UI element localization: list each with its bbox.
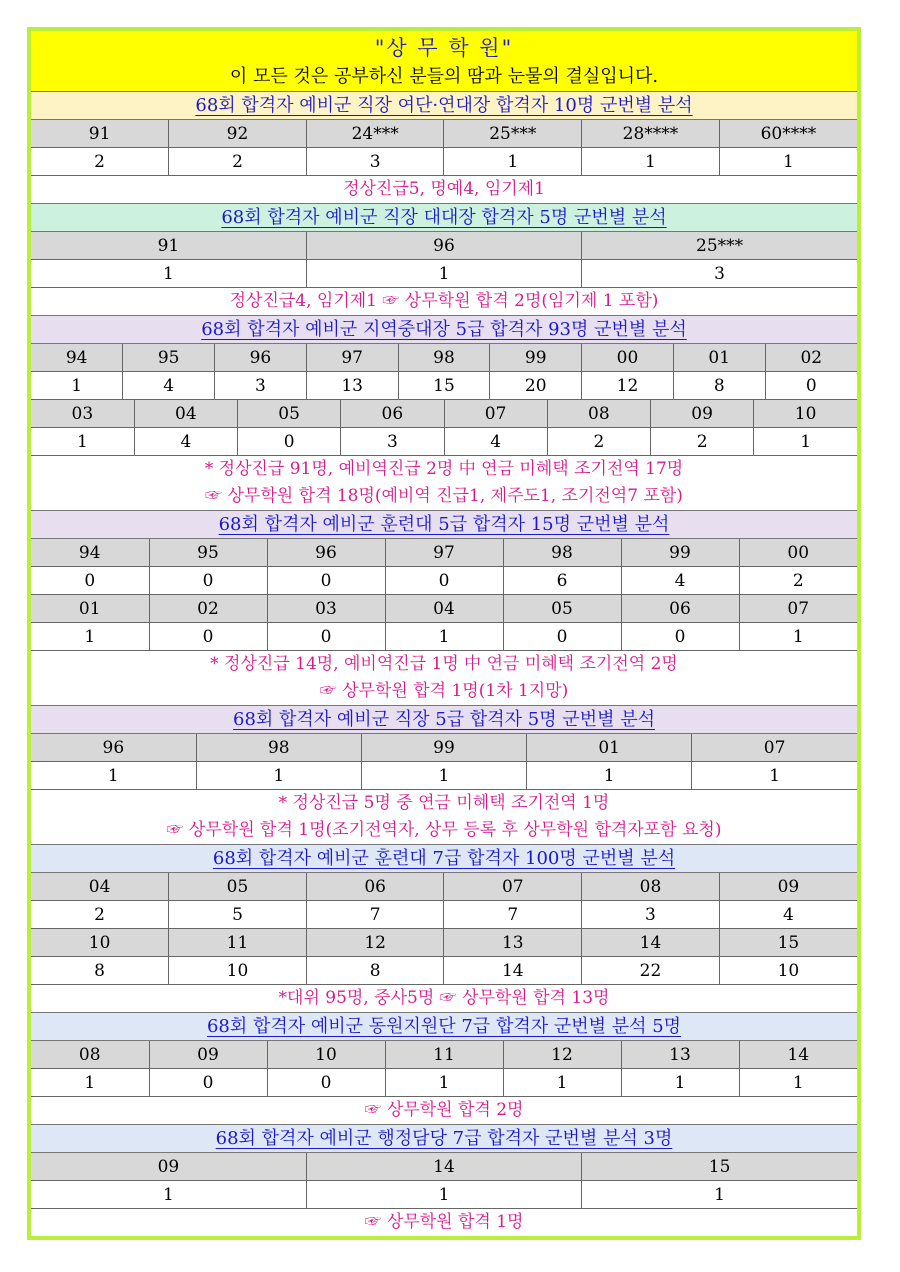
serial-header-cell: 09 [31, 1153, 306, 1181]
section-6 [31, 845, 857, 1013]
analysis-sheet [27, 27, 861, 1240]
count-cell: 12 [582, 372, 674, 400]
section-note: * 정상진급 91명, 예비역진급 2명 中 연금 미혜택 조기전역 17명 [204, 459, 684, 479]
count-cell: 3 [582, 260, 857, 288]
count-cell: 1 [31, 623, 149, 651]
count-cell: 2 [547, 428, 650, 456]
count-cell: 1 [361, 762, 526, 790]
serial-header-cell: 10 [267, 1041, 385, 1069]
serial-header-cell: 92 [169, 120, 307, 148]
count-row [31, 260, 857, 288]
count-cell: 1 [31, 428, 134, 456]
serial-header-cell: 04 [31, 873, 169, 901]
count-cell: 1 [31, 260, 306, 288]
serial-header-cell: 98 [398, 344, 490, 372]
serial-number-table [31, 1041, 857, 1097]
section-title [31, 1125, 857, 1153]
section-note: *대위 95명, 중사5명 ☞ 상무학원 합격 13명 [31, 985, 857, 1013]
count-row [31, 1069, 857, 1097]
serial-header-cell: 99 [361, 734, 526, 762]
section-1 [31, 92, 857, 204]
serial-header-cell: 25*** [444, 120, 582, 148]
serial-header-cell: 15 [582, 1153, 857, 1181]
serial-header-cell: 95 [123, 344, 215, 372]
count-cell: 4 [123, 372, 215, 400]
count-cell: 0 [149, 1069, 267, 1097]
serial-header-cell: 08 [582, 873, 720, 901]
serial-number-table [31, 873, 857, 929]
section-title-text: 68회 합격자 예비군 행정담당 7급 합격자 군번별 분석 3명 [215, 1128, 673, 1149]
serial-header-cell: 07 [739, 595, 857, 623]
serial-number-table [31, 1153, 857, 1209]
serial-header-cell: 96 [215, 344, 307, 372]
count-cell: 1 [692, 762, 857, 790]
count-cell: 1 [621, 1069, 739, 1097]
count-cell: 22 [582, 957, 720, 985]
serial-header-row [31, 344, 857, 372]
count-cell: 1 [385, 1069, 503, 1097]
section-note: * 정상진급 14명, 예비역진급 1명 中 연금 미혜택 조기전역 2명 [210, 654, 678, 674]
count-row [31, 428, 857, 456]
serial-header-row [31, 595, 857, 623]
count-cell: 0 [765, 372, 857, 400]
count-cell: 2 [651, 428, 754, 456]
count-cell: 0 [238, 428, 341, 456]
count-cell: 0 [503, 623, 621, 651]
serial-header-row [31, 734, 857, 762]
section-title [31, 204, 857, 232]
section-title [31, 706, 857, 734]
count-cell: 4 [621, 567, 739, 595]
section-title-text: 68회 합격자 예비군 직장 여단·연대장 합격자 10명 군번별 분석 [195, 95, 693, 116]
count-row [31, 762, 857, 790]
section-note: ☞ 상무학원 합격 2명 [31, 1097, 857, 1125]
serial-header-cell: 08 [547, 400, 650, 428]
serial-header-cell: 97 [385, 539, 503, 567]
section-note: ☞ 상무학원 합격 18명(예비역 진급1, 제주도1, 조기전역7 포함) [31, 483, 857, 511]
count-cell: 0 [267, 1069, 385, 1097]
section-title-text: 68회 합격자 예비군 훈련대 7급 합격자 100명 군번별 분석 [212, 848, 676, 869]
section-note: ☞ 상무학원 합격 1명(조기전역자, 상무 등록 후 상무학원 합격자포함 요청) [31, 817, 857, 845]
count-cell: 2 [169, 148, 307, 176]
count-cell: 1 [31, 372, 123, 400]
serial-number-table [31, 400, 857, 456]
count-cell: 1 [444, 148, 582, 176]
serial-header-cell: 03 [267, 595, 385, 623]
section-note: 정상진급5, 명예4, 임기제1 [31, 176, 857, 204]
section-title [31, 92, 857, 120]
serial-header-cell: 94 [31, 539, 149, 567]
count-row [31, 901, 857, 929]
serial-header-row [31, 873, 857, 901]
section-3 [31, 316, 857, 511]
count-cell: 1 [31, 1181, 306, 1209]
serial-header-cell: 04 [134, 400, 237, 428]
serial-header-row [31, 539, 857, 567]
count-cell: 4 [719, 901, 857, 929]
count-cell: 10 [169, 957, 307, 985]
serial-header-row [31, 929, 857, 957]
serial-header-cell: 08 [31, 1041, 149, 1069]
serial-header-cell: 00 [582, 344, 674, 372]
section-title [31, 845, 857, 873]
count-cell: 0 [267, 567, 385, 595]
count-cell: 1 [31, 1069, 149, 1097]
count-cell: 1 [739, 1069, 857, 1097]
serial-header-cell: 96 [31, 734, 196, 762]
count-cell: 13 [306, 372, 398, 400]
serial-header-row [31, 1041, 857, 1069]
count-cell: 1 [739, 623, 857, 651]
serial-header-cell: 91 [31, 232, 306, 260]
serial-header-cell: 12 [503, 1041, 621, 1069]
section-title-text: 68회 합격자 예비군 직장 대대장 합격자 5명 군번별 분석 [221, 207, 667, 228]
count-cell: 1 [503, 1069, 621, 1097]
serial-header-row [31, 1153, 857, 1181]
serial-header-cell: 09 [149, 1041, 267, 1069]
serial-header-cell: 07 [444, 873, 582, 901]
count-cell: 1 [385, 623, 503, 651]
serial-header-cell: 03 [31, 400, 134, 428]
serial-header-row [31, 400, 857, 428]
count-cell: 1 [754, 428, 857, 456]
serial-number-table [31, 539, 857, 595]
serial-header-cell: 15 [719, 929, 857, 957]
serial-header-cell: 04 [385, 595, 503, 623]
count-row [31, 623, 857, 651]
serial-header-row [31, 232, 857, 260]
serial-number-table [31, 344, 857, 400]
serial-header-cell: 10 [754, 400, 857, 428]
academy-subtitle: 이 모든 것은 공부하신 분들의 땀과 눈물의 결실입니다. [31, 63, 857, 92]
serial-header-cell: 12 [306, 929, 444, 957]
count-cell: 1 [196, 762, 361, 790]
count-cell: 0 [385, 567, 503, 595]
section-note: 정상진급4, 임기제1 ☞ 상무학원 합격 2명(임기제 1 포함) [31, 288, 857, 316]
count-cell: 2 [31, 148, 169, 176]
serial-header-cell: 13 [444, 929, 582, 957]
serial-header-cell: 25*** [582, 232, 857, 260]
serial-number-table [31, 232, 857, 288]
serial-header-cell: 00 [739, 539, 857, 567]
count-cell: 20 [490, 372, 582, 400]
serial-header-cell: 96 [306, 232, 581, 260]
count-row [31, 148, 857, 176]
count-cell: 7 [444, 901, 582, 929]
serial-header-cell: 91 [31, 120, 169, 148]
serial-header-cell: 14 [739, 1041, 857, 1069]
count-cell: 14 [444, 957, 582, 985]
serial-number-table [31, 595, 857, 651]
section-note: * 정상진급 5명 중 연금 미혜택 조기전역 1명 [278, 793, 610, 813]
count-cell: 10 [719, 957, 857, 985]
section-title [31, 511, 857, 539]
section-title-text: 68회 합격자 예비군 동원지원단 7급 합격자 군번별 분석 5명 [206, 1016, 682, 1037]
serial-header-cell: 02 [149, 595, 267, 623]
count-cell: 3 [582, 901, 720, 929]
serial-header-cell: 05 [238, 400, 341, 428]
section-title-text: 68회 합격자 예비군 지역중대장 5급 합격자 93명 군번별 분석 [201, 319, 687, 340]
serial-number-table [31, 734, 857, 790]
serial-header-cell: 28**** [582, 120, 720, 148]
serial-header-cell: 06 [621, 595, 739, 623]
serial-header-cell: 13 [621, 1041, 739, 1069]
serial-header-cell: 11 [169, 929, 307, 957]
serial-header-cell: 10 [31, 929, 169, 957]
count-cell: 4 [134, 428, 237, 456]
section-4 [31, 511, 857, 706]
serial-header-cell: 01 [527, 734, 692, 762]
count-cell: 1 [31, 762, 196, 790]
count-cell: 1 [582, 148, 720, 176]
serial-header-cell: 07 [692, 734, 857, 762]
count-row [31, 957, 857, 985]
section-5 [31, 706, 857, 845]
serial-header-cell: 07 [444, 400, 547, 428]
section-title [31, 1013, 857, 1041]
serial-header-cell: 09 [719, 873, 857, 901]
count-cell: 6 [503, 567, 621, 595]
serial-header-cell: 98 [196, 734, 361, 762]
academy-title: "상 무 학 원" [374, 36, 514, 60]
section-note: ☞ 상무학원 합격 1명 [364, 1212, 524, 1232]
serial-number-table [31, 929, 857, 985]
serial-header-cell: 98 [503, 539, 621, 567]
count-row [31, 567, 857, 595]
serial-header-cell: 01 [31, 595, 149, 623]
serial-header-cell: 24*** [306, 120, 444, 148]
serial-header-cell: 99 [621, 539, 739, 567]
serial-header-cell: 05 [503, 595, 621, 623]
sheet-header [31, 31, 857, 92]
section-note: ☞ 상무학원 합격 1명(1차 1지망) [31, 678, 857, 706]
serial-header-cell: 06 [341, 400, 444, 428]
serial-header-cell: 06 [306, 873, 444, 901]
serial-header-cell: 14 [582, 929, 720, 957]
count-cell: 0 [31, 567, 149, 595]
serial-header-cell: 11 [385, 1041, 503, 1069]
count-row [31, 1181, 857, 1209]
serial-header-cell: 95 [149, 539, 267, 567]
count-cell: 0 [267, 623, 385, 651]
section-7 [31, 1013, 857, 1125]
count-cell: 8 [673, 372, 765, 400]
count-cell: 1 [719, 148, 857, 176]
count-cell: 1 [527, 762, 692, 790]
count-cell: 3 [341, 428, 444, 456]
serial-header-cell: 96 [267, 539, 385, 567]
count-cell: 15 [398, 372, 490, 400]
serial-header-cell: 09 [651, 400, 754, 428]
serial-number-table [31, 120, 857, 176]
count-cell: 1 [306, 1181, 581, 1209]
count-cell: 8 [306, 957, 444, 985]
serial-header-cell: 14 [306, 1153, 581, 1181]
count-cell: 0 [621, 623, 739, 651]
serial-header-cell: 94 [31, 344, 123, 372]
section-title [31, 316, 857, 344]
count-cell: 8 [31, 957, 169, 985]
serial-header-cell: 97 [306, 344, 398, 372]
count-cell: 3 [306, 148, 444, 176]
serial-header-cell: 05 [169, 873, 307, 901]
serial-header-cell: 99 [490, 344, 582, 372]
count-cell: 1 [306, 260, 581, 288]
serial-header-cell: 60**** [719, 120, 857, 148]
count-cell: 0 [149, 567, 267, 595]
serial-header-row [31, 120, 857, 148]
section-2 [31, 204, 857, 316]
count-cell: 0 [149, 623, 267, 651]
section-title-text: 68회 합격자 예비군 훈련대 5급 합격자 15명 군번별 분석 [218, 514, 670, 535]
count-cell: 3 [215, 372, 307, 400]
count-cell: 1 [582, 1181, 857, 1209]
section-8 [31, 1125, 857, 1236]
section-title-text: 68회 합격자 예비군 직장 5급 합격자 5명 군번별 분석 [233, 709, 655, 730]
count-cell: 2 [739, 567, 857, 595]
serial-header-cell: 01 [673, 344, 765, 372]
count-cell: 4 [444, 428, 547, 456]
serial-header-cell: 02 [765, 344, 857, 372]
count-cell: 2 [31, 901, 169, 929]
count-cell: 7 [306, 901, 444, 929]
count-row [31, 372, 857, 400]
count-cell: 5 [169, 901, 307, 929]
sections-container [31, 92, 857, 1236]
